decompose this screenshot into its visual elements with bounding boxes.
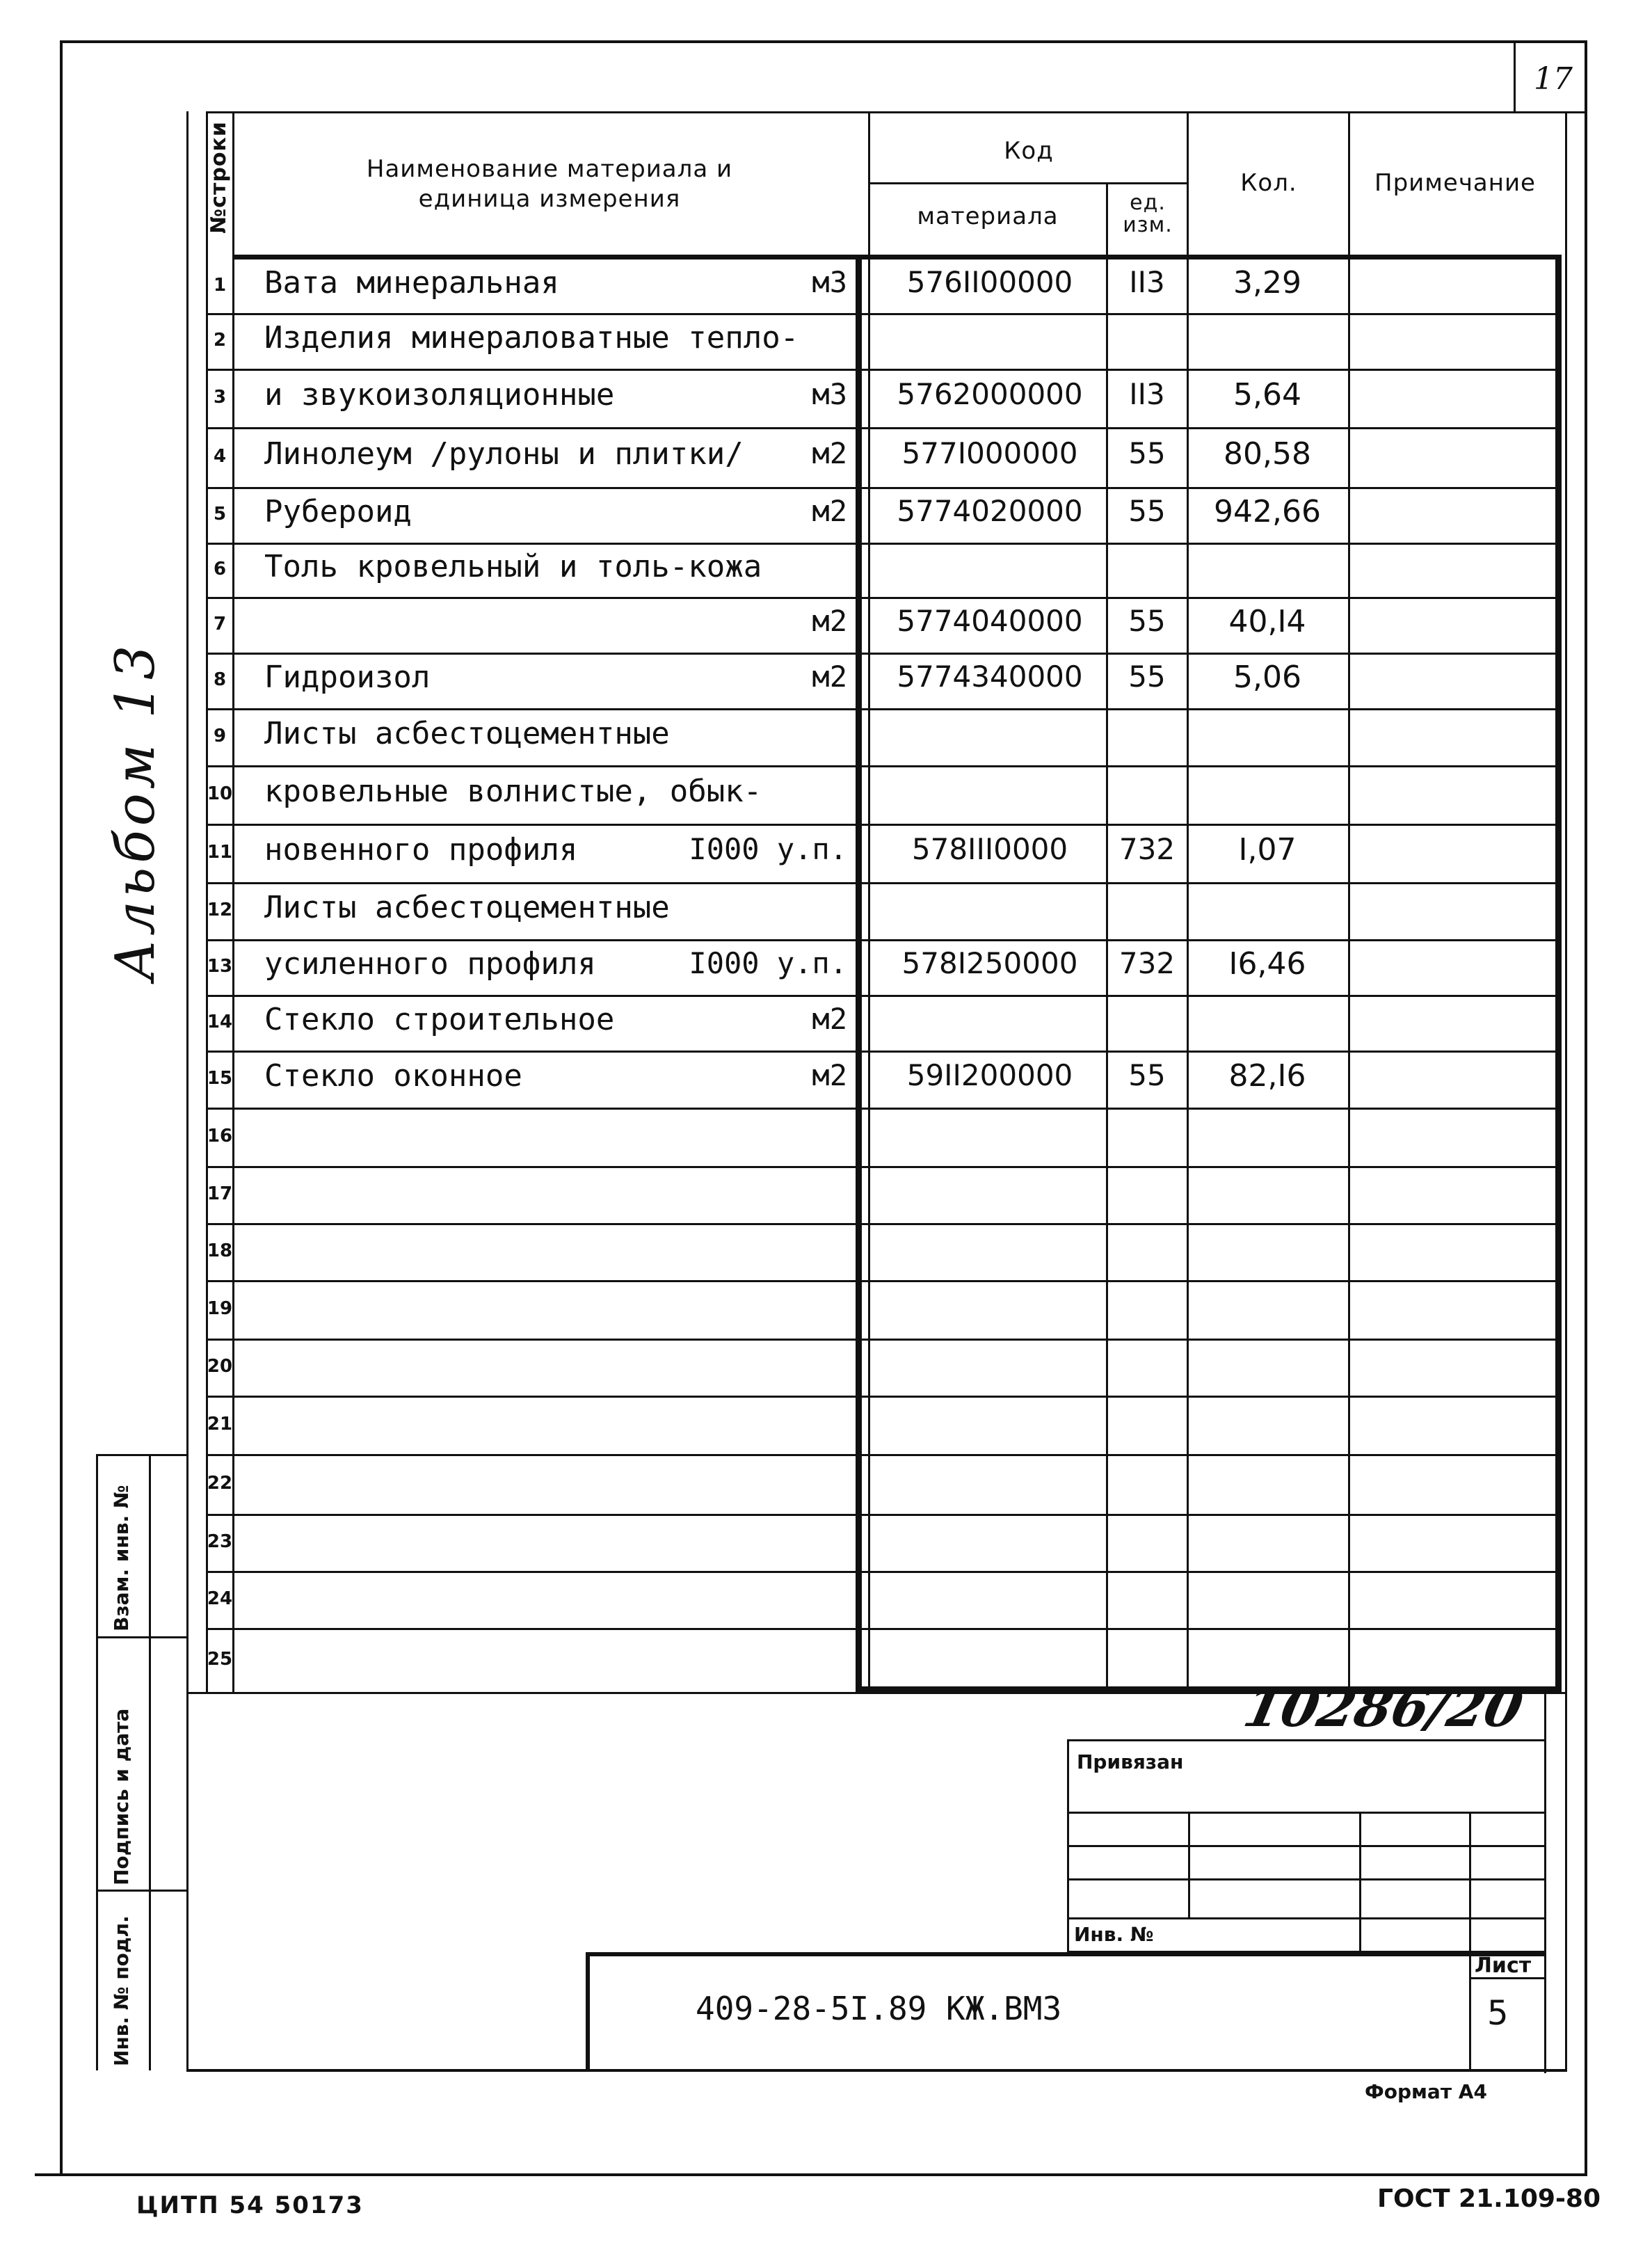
row-number: 2 (213, 330, 227, 351)
material-code: 59II200000 (906, 1058, 1073, 1092)
unit-code: 55 (1128, 660, 1166, 694)
row-number: 21 (207, 1414, 233, 1435)
handwritten-number: 10286/20 (1238, 1677, 1529, 1739)
format-label: Формат А4 (1365, 2080, 1487, 2103)
row-number: 20 (207, 1356, 233, 1377)
header-code-unit: ед. изм. (1123, 191, 1173, 237)
material-code: 5774040000 (897, 604, 1083, 638)
row-number: 3 (213, 387, 227, 408)
row-number: 23 (207, 1531, 233, 1552)
row-number: 22 (207, 1473, 233, 1494)
row-number: 12 (207, 900, 233, 920)
material-unit: I000 у.п. (689, 946, 847, 980)
material-unit: м2 (812, 604, 847, 638)
row-number: 8 (213, 669, 227, 690)
row-number: 18 (207, 1240, 233, 1261)
material-code: 578III0000 (911, 832, 1068, 866)
material-name: Гидроизол (264, 660, 431, 695)
quantity: 3,29 (1233, 265, 1301, 301)
inv-podl-label: Инв. № подл. (110, 1915, 133, 2066)
unit-code: 55 (1128, 436, 1166, 470)
footer-left: ЦИТП 54 50173 (136, 2191, 364, 2219)
header-code-material: материала (917, 202, 1059, 230)
row-number: 11 (207, 842, 233, 863)
material-unit: м3 (812, 265, 847, 299)
list-number: 5 (1487, 1994, 1509, 2033)
material-unit: м2 (812, 436, 847, 470)
material-name: Вата минеральная (264, 265, 559, 301)
material-name: Стекло строительное (264, 1002, 615, 1037)
unit-code: 55 (1128, 1058, 1166, 1092)
row-number: 9 (213, 726, 227, 746)
row-number: 19 (207, 1298, 233, 1319)
inv-no-label: Инв. № (1074, 1923, 1154, 1946)
material-name: Рубероид (264, 494, 412, 529)
header-name: Наименование материала и единица измерения (366, 155, 733, 213)
material-code: 577I000000 (901, 436, 1078, 470)
privyazan-label: Привязан (1077, 1750, 1184, 1773)
material-name: Листы асбестоцементные (264, 890, 670, 925)
quantity: 40,I4 (1228, 604, 1306, 639)
row-number: 4 (213, 446, 227, 467)
quantity: I6,46 (1228, 946, 1306, 982)
unit-code: 55 (1128, 604, 1166, 638)
row-number: 24 (207, 1588, 233, 1609)
material-code: 5774020000 (897, 494, 1083, 528)
material-name: и звукоизоляционные (264, 377, 615, 413)
quantity: 5,64 (1233, 377, 1301, 413)
header-code: Код (1004, 137, 1054, 165)
quantity: I,07 (1238, 832, 1297, 868)
footer-right: ГОСТ 21.109-80 (1377, 2185, 1601, 2213)
unit-code: II3 (1129, 265, 1165, 299)
header-row-no: №строки (207, 121, 231, 234)
material-unit: м2 (812, 660, 847, 694)
quantity: 80,58 (1224, 436, 1311, 472)
podpis-data-label: Подпись и дата (110, 1708, 133, 1885)
row-number: 25 (207, 1649, 233, 1670)
material-code: 5762000000 (897, 377, 1083, 411)
unit-code: 732 (1118, 946, 1176, 980)
quantity: 82,I6 (1228, 1058, 1306, 1094)
unit-code: 732 (1118, 832, 1176, 866)
row-number: 5 (213, 504, 227, 525)
row-number: 7 (213, 614, 227, 634)
material-unit: м2 (812, 494, 847, 528)
material-name: усиленного профиля (264, 946, 596, 982)
material-name: Толь кровельный и толь-кожа (264, 549, 762, 584)
quantity: 942,66 (1214, 494, 1321, 529)
material-unit: м2 (812, 1002, 847, 1036)
row-number: 17 (207, 1183, 233, 1204)
header-qty: Кол. (1240, 169, 1297, 197)
album-label: Альбом 13 (104, 641, 167, 981)
row-number: 14 (207, 1012, 233, 1032)
document-code: 409-28-5I.89 КЖ.ВМ3 (696, 1990, 1062, 2027)
material-code: 5774340000 (897, 660, 1083, 694)
material-name: Изделия минераловатные тепло- (264, 320, 799, 356)
header-note: Примечание (1374, 169, 1536, 197)
material-name: Стекло оконное (264, 1058, 522, 1094)
material-unit: м2 (812, 1058, 847, 1092)
row-number: 16 (207, 1126, 233, 1147)
material-unit: м3 (812, 377, 847, 411)
row-number: 13 (207, 956, 233, 977)
row-number: 10 (207, 783, 233, 804)
row-number: 15 (207, 1068, 233, 1089)
vzam-inv-label: Взам. инв. № (110, 1485, 133, 1631)
list-label: Лист (1475, 1954, 1532, 1978)
material-name: Линолеум /рулоны и плитки/ (264, 436, 744, 472)
sheet-top-number: 17 (1534, 61, 1573, 97)
material-name: новенного профиля (264, 832, 578, 868)
unit-code: II3 (1129, 377, 1165, 411)
row-number: 1 (213, 275, 227, 296)
quantity: 5,06 (1233, 660, 1301, 695)
unit-code: 55 (1128, 494, 1166, 528)
material-code: 576II00000 (906, 265, 1073, 299)
material-code: 578I250000 (901, 946, 1078, 980)
material-name: кровельные волнистые, обык- (264, 774, 762, 809)
material-unit: I000 у.п. (689, 832, 847, 866)
material-name: Листы асбестоцементные (264, 716, 670, 751)
row-number: 6 (213, 559, 227, 580)
